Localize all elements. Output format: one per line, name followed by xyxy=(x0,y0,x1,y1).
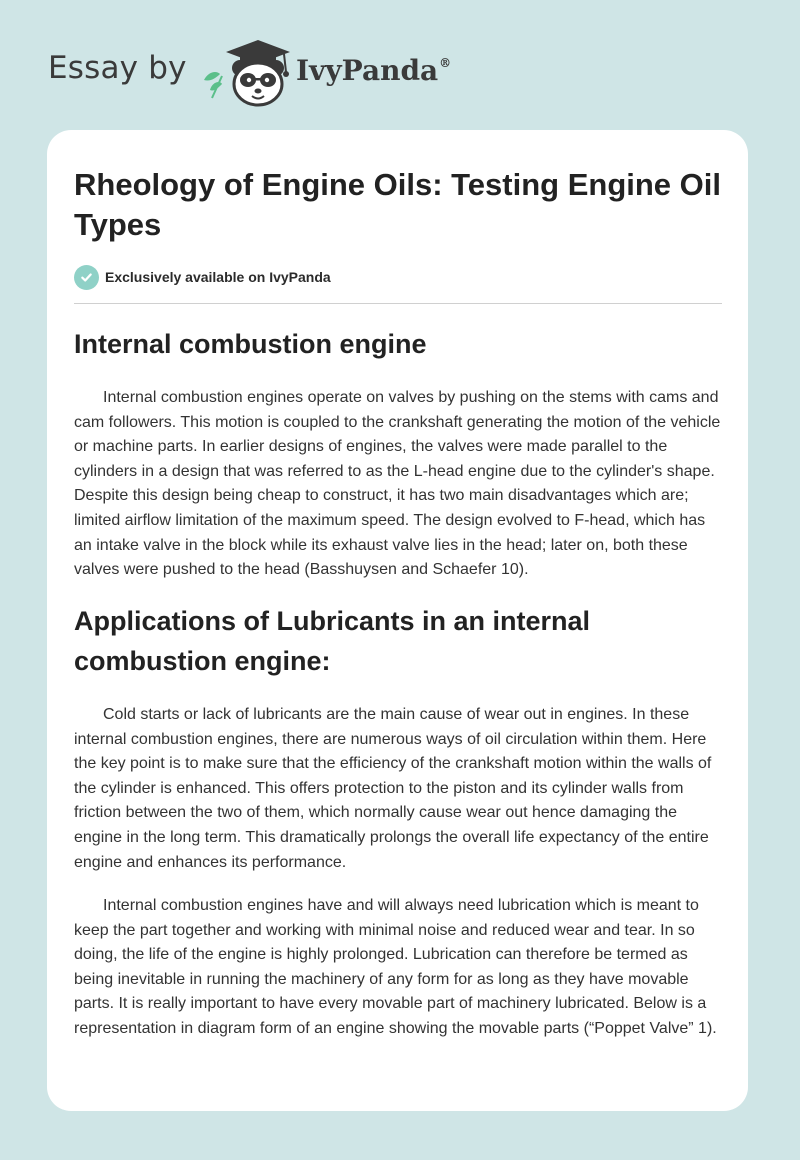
exclusive-label: Exclusively available on IvyPanda xyxy=(105,269,331,285)
brand-name[interactable] xyxy=(296,54,451,87)
essay-title: Rheology of Engine Oils: Testing Engine Oil Types xyxy=(74,167,722,242)
paragraph: Internal combustion engines have and will always need lubrication which is meant to keep the part together and working with minimal noise and reduced wear and tear. In so doing, the life of the engine is highly prolonged. Lubrication can therefore be termed as being inevitable in running the machinery of any form for as long as they have movable parts. It is really important to have every movable part of machinery lubricated. Below is a representation in diagram form of an engine showing the movable parts (“Poppet Valve” 1). xyxy=(74,897,717,1037)
check-icon xyxy=(74,265,99,290)
registered-mark: ® xyxy=(439,56,452,70)
title-divider xyxy=(74,303,722,304)
section-heading-applications-of-lubricants: Applications of Lubricants in an internal combustion engine: xyxy=(74,606,591,676)
exclusive-badge xyxy=(74,264,331,290)
site-header xyxy=(48,38,508,108)
essay-card xyxy=(47,130,748,1111)
essay-by-label: Essay by xyxy=(48,50,187,86)
brand-text: IvyPanda xyxy=(296,54,439,87)
paragraph: Internal combustion engines operate on valves by pushing on the stems with cams and cam followers. This motion is coupled to the crankshaft generating the motion of the vehicle or machine parts. In earlier designs of engines, the valves were made parallel to the cylinders in a design that was referred to as the L-head engine due to the cylinder's shape. Despite this design being cheap to construct, it has two main disadvantages which are; limited airflow limitation of the maximum speed. The design evolved to F-head, which has an intake valve in the block while its exhaust valve lies in the head; later on, both these valves were pushed to the head (Basshuysen and Schaefer 10). xyxy=(74,389,721,579)
paragraph: Cold starts or lack of lubricants are the main cause of wear out in engines. In these internal combustion engines, there are numerous ways of oil circulation within them. Here the key point is to make sure that the efficiency of the crankshaft motion within the walls of the cylinder is enhanced. This offers protection to the piston and its cylinder walls from friction between the two of them, which normally cause wear out hence damaging the engine in the long term. This dramatically prolongs the overall life expectancy of the entire engine and enhances its performance. xyxy=(74,706,712,871)
section-heading-internal-combustion-engine: Internal combustion engine xyxy=(74,329,427,359)
ivypanda-logo-icon[interactable] xyxy=(202,38,294,108)
